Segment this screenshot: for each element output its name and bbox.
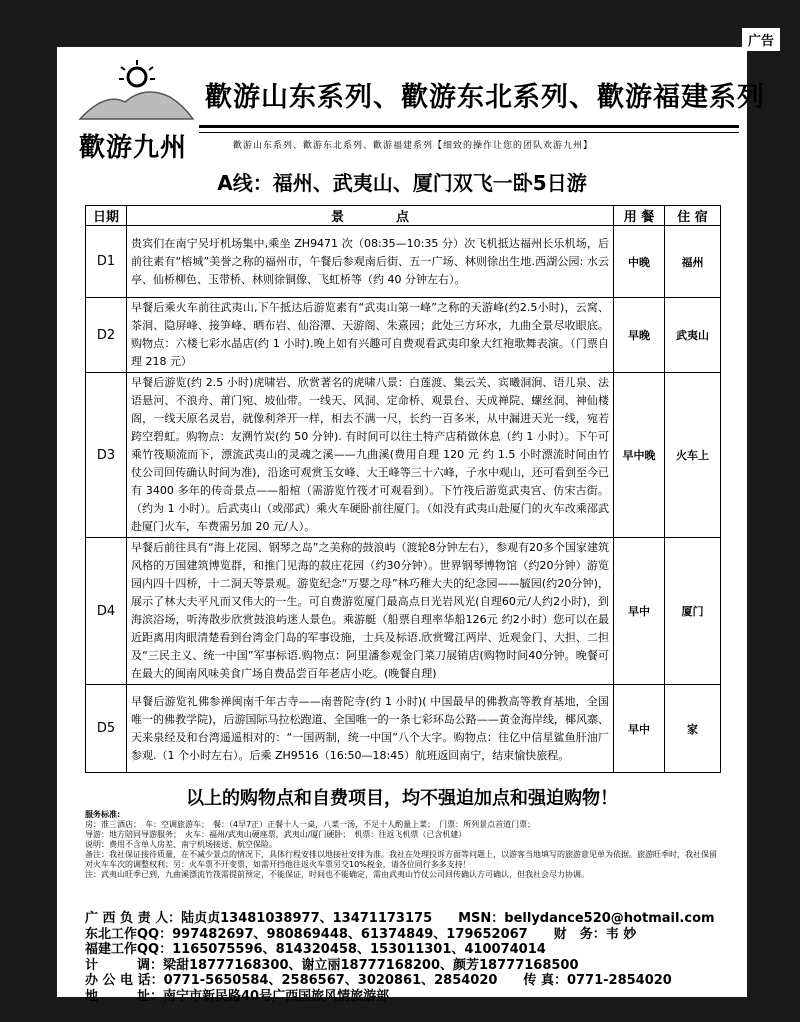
header-sights: 景 点 bbox=[127, 206, 614, 226]
header-stay: 住 宿 bbox=[665, 206, 721, 226]
day-stay: 厦门 bbox=[665, 538, 721, 685]
shopping-banner: 以上的购物点和自费项目，均不强迫加点和强迫购物！ bbox=[186, 788, 618, 809]
title-divider-thin bbox=[199, 132, 739, 133]
contact-value: 陆贞贞13481038977、13471173175 MSN：bellydance520@hotmail.com bbox=[181, 911, 715, 926]
ad-page bbox=[57, 47, 765, 1004]
header-meals: 用 餐 bbox=[614, 206, 665, 226]
title-divider bbox=[199, 125, 739, 128]
note-line: 房：准三酒店； 车：空调旅游车； 餐：（4早7正）正餐十人一桌，八菜一汤，不足十人酌量上菜； 门票：所列景点首道门票； bbox=[85, 820, 536, 829]
contact-row bbox=[85, 911, 721, 927]
advertisement-tag: 广告 bbox=[742, 28, 780, 51]
note-line: 说明：费用不含单人房差、南宁机场接送、航空保险。 bbox=[85, 840, 277, 849]
table-row bbox=[86, 685, 721, 773]
day-description: 贵宾们在南宁吴圩机场集中,乘坐 ZH9471 次（08:35—10:35 分）次飞机抵达福州长乐机场，后前往素有“榕城”美誉之称的福州市，午餐后参观南后街、五一广场、林则徐出生地.西湖公园: 水云亭、仙桥柳色、玉带桥、林则徐铜像、飞虹桥等（约 40 分钟左右）。 bbox=[127, 226, 614, 298]
contact-value: 0771-5650584、2586567、3020861、2854020 传 真：0771-2854020 bbox=[163, 973, 672, 988]
day-label: D3 bbox=[86, 373, 127, 538]
table-row bbox=[86, 226, 721, 298]
series-title: 歡游山东系列、歡游东北系列、歡游福建系列 bbox=[205, 82, 765, 113]
contact-label: 福建工作QQ： bbox=[85, 942, 173, 957]
contact-row bbox=[85, 989, 721, 1005]
contact-row bbox=[85, 958, 721, 974]
day-meals: 中晚 bbox=[614, 226, 665, 298]
day-description: 早餐后游览礼佛参禅闽南千年古寺——南普陀寺(约 1 小时)( 中国最早的佛教高等教育基地，全国唯一的佛教学院)，后游国际马拉松跑道、全国唯一的一条七彩环岛公路——黄金海岸线，椰风寨、天来泉经及和台湾遥遥相对的：“一国两制，统一中国”八个大字。购物点：往亿中信星鲨鱼肝油厂参观.（1 个小时左右）。后乘 ZH9516（16:50—18:45）航班返回南宁，结束愉快旅程。 bbox=[127, 685, 614, 773]
service-notes bbox=[85, 810, 721, 880]
table-row bbox=[86, 538, 721, 685]
contact-label: 广 西 负 责 人： bbox=[85, 911, 182, 926]
contact-value: 南宁市新民路40号广西国旅风情旅游部 bbox=[163, 988, 390, 1004]
day-meals: 早中 bbox=[614, 538, 665, 685]
day-label: D1 bbox=[86, 226, 127, 298]
brand-logo bbox=[75, 57, 195, 163]
note-line: 备注：我社保证接待质量，在不减少景点的情况下，具体行程安排以地接社安排为准。我社在处理投诉方面等问题上，以游客当地填写的旅游意见单为依据。旅游旺季时，我社保留对火车车次的调整权利；另：火车票不开变票，如需开挡他往返火车票另交10%税金，请各位同行多多支持！ bbox=[85, 850, 717, 869]
day-stay: 武夷山 bbox=[665, 298, 721, 373]
contact-label: 东北工作QQ： bbox=[85, 926, 173, 942]
contact-label: 办 公 电 话： bbox=[85, 973, 164, 988]
day-label: D4 bbox=[86, 538, 127, 685]
contact-label: 计 调： bbox=[85, 957, 164, 973]
itinerary-table bbox=[85, 205, 721, 773]
header-date: 日期 bbox=[86, 206, 127, 226]
day-stay: 福州 bbox=[665, 226, 721, 298]
contact-value: 梁甜18777168300、谢立丽18777168200、颜芳18777168500 bbox=[163, 957, 579, 973]
day-meals: 早中晚 bbox=[614, 373, 665, 538]
contact-row bbox=[85, 973, 721, 989]
slogan: 歡游山东系列、歡游东北系列、歡游福建系列【细致的操作让您的团队欢游九州】 bbox=[233, 141, 594, 151]
day-description: 早餐后前往具有“海上花园、钢琴之岛”之美称的鼓浪屿（渡轮8分钟左右），参观有20多个国家建筑风格的万国建筑博览群，和推门见海的菽庄花园（约30分钟）。世界钢琴博物馆（约20分钟）游览园内四十四桥，十二洞天等景观。游览纪念“万婴之母”林巧稚大夫的纪念园——毓园(约20分钟)，展示了林大夫平凡而又伟大的一生。可自费游览厦门最高点日光岩风光(自理60元/人约2小时)，到海滨浴场，听涛散步欣赏鼓浪屿迷人景色。乘游艇（船票自理率华船126元 约2小时）您可以在最近距离用肉眼清楚看到台湾金门岛的军事设施，士兵及标语.欣赏鹭江两岸、近观金门、大担、二担及“三民主义、统一中国”军事标语.购物点：阿里潘参观金门菜刀展销店(购物时间40分钟。晚餐可在最大的闽南风味美食广场自费品尝百年老店小吃。(晚餐自理) bbox=[127, 538, 614, 685]
day-meals: 早中 bbox=[614, 685, 665, 773]
day-stay: 家 bbox=[665, 685, 721, 773]
note-line: 服务标准: bbox=[85, 810, 121, 819]
page-number: 7 bbox=[708, 980, 718, 996]
logo-text: 歡游九州 bbox=[79, 133, 188, 163]
table-row bbox=[86, 373, 721, 538]
route-title: A线：福州、武夷山、厦门双飞一卧5日游 bbox=[217, 171, 587, 195]
footer-text: 欢迎浏览电子版 www.zyoo.net 广西版 bbox=[440, 988, 605, 998]
contact-label: 地 址： bbox=[85, 988, 164, 1004]
day-description: 早餐后游览(约 2.5 小时)虎啸岩、欣赏著名的虎啸八景：白莲渡、集云关、宾曦洞涧、语儿泉、法语悬河、不浪舟、莆门宛、坡仙带。一线天、风洞、定命桥、观景台、天成禅院、螺丝洞、神仙楼阁，一线天原名灵岩，就像利斧开一样，相去不满一尺，长约一百多米，从中漏进天光一线，宛若跨空碧虹。购物点：友溯竹炭(约 50 分钟). 有时间可以往土特产店稍做休息（约 1 小时）。下午可乘竹筏顺流而下，漂流武夷山的灵魂之溪——九曲溪(费用自理 120 元 约 1.5 小时漂流时间由竹仗公司回传确认时间为准)，沿途可观赏玉女峰、大王峰等三十六峰，子水中观山，还可看到至今已有 3400 多年的传奇景点——船棺（需游览竹筏才可观看到）。下竹筏后游览武夷宫、仿宋古街。（约为 1 小时）。后武夷山（或邵武）乘火车硬卧前往厦门。（如没有武夷山赴厦门的火车改乘邵武赴厦门火车，车费需另加 20 元/人）。 bbox=[127, 373, 614, 538]
contact-value: 997482697、980869448、61374849、179652067 财 务：韦 妙 bbox=[172, 926, 637, 942]
note-line: 注：武夷山旺季已到，九曲溪漂流竹筏需提前预定，不能保证，时间也不能确定，需由武夷山竹仗公司回传确认方可确认，但我社会尽力协调。 bbox=[85, 870, 589, 879]
contact-row bbox=[85, 942, 721, 958]
day-label: D5 bbox=[86, 685, 127, 773]
table-header-row bbox=[86, 206, 721, 226]
contact-info bbox=[85, 911, 721, 1005]
day-label: D2 bbox=[86, 298, 127, 373]
note-line: 导游：地方陪同导游服务； 火车：福州/武夷山硬座票，武夷山/厦门硬卧； 机票：往返飞机票（已含机建） bbox=[85, 830, 467, 839]
mountain-sun-icon bbox=[75, 57, 195, 127]
day-description: 早餐后乘火车前往武夷山,下午抵达后游览素有“武夷山第一峰”之称的天游峰(约2.5小时)，云窝、茶洞、隐屏峰、接笋峰、晒布岩、仙浴潭、天游阁、朱熹园；此处三方环水，九曲全景尽收眼底。购物点：六楼七彩水晶店(约 1 小时).晚上如有兴趣可自费观看武夷印象大红袍歌舞表演。（门票自理 218 元） bbox=[127, 298, 614, 373]
contact-row bbox=[85, 927, 721, 943]
day-meals: 早晚 bbox=[614, 298, 665, 373]
contact-value: 1165075596、814320458、153011301、410074014 bbox=[172, 942, 546, 957]
table-row bbox=[86, 298, 721, 373]
day-stay: 火车上 bbox=[665, 373, 721, 538]
